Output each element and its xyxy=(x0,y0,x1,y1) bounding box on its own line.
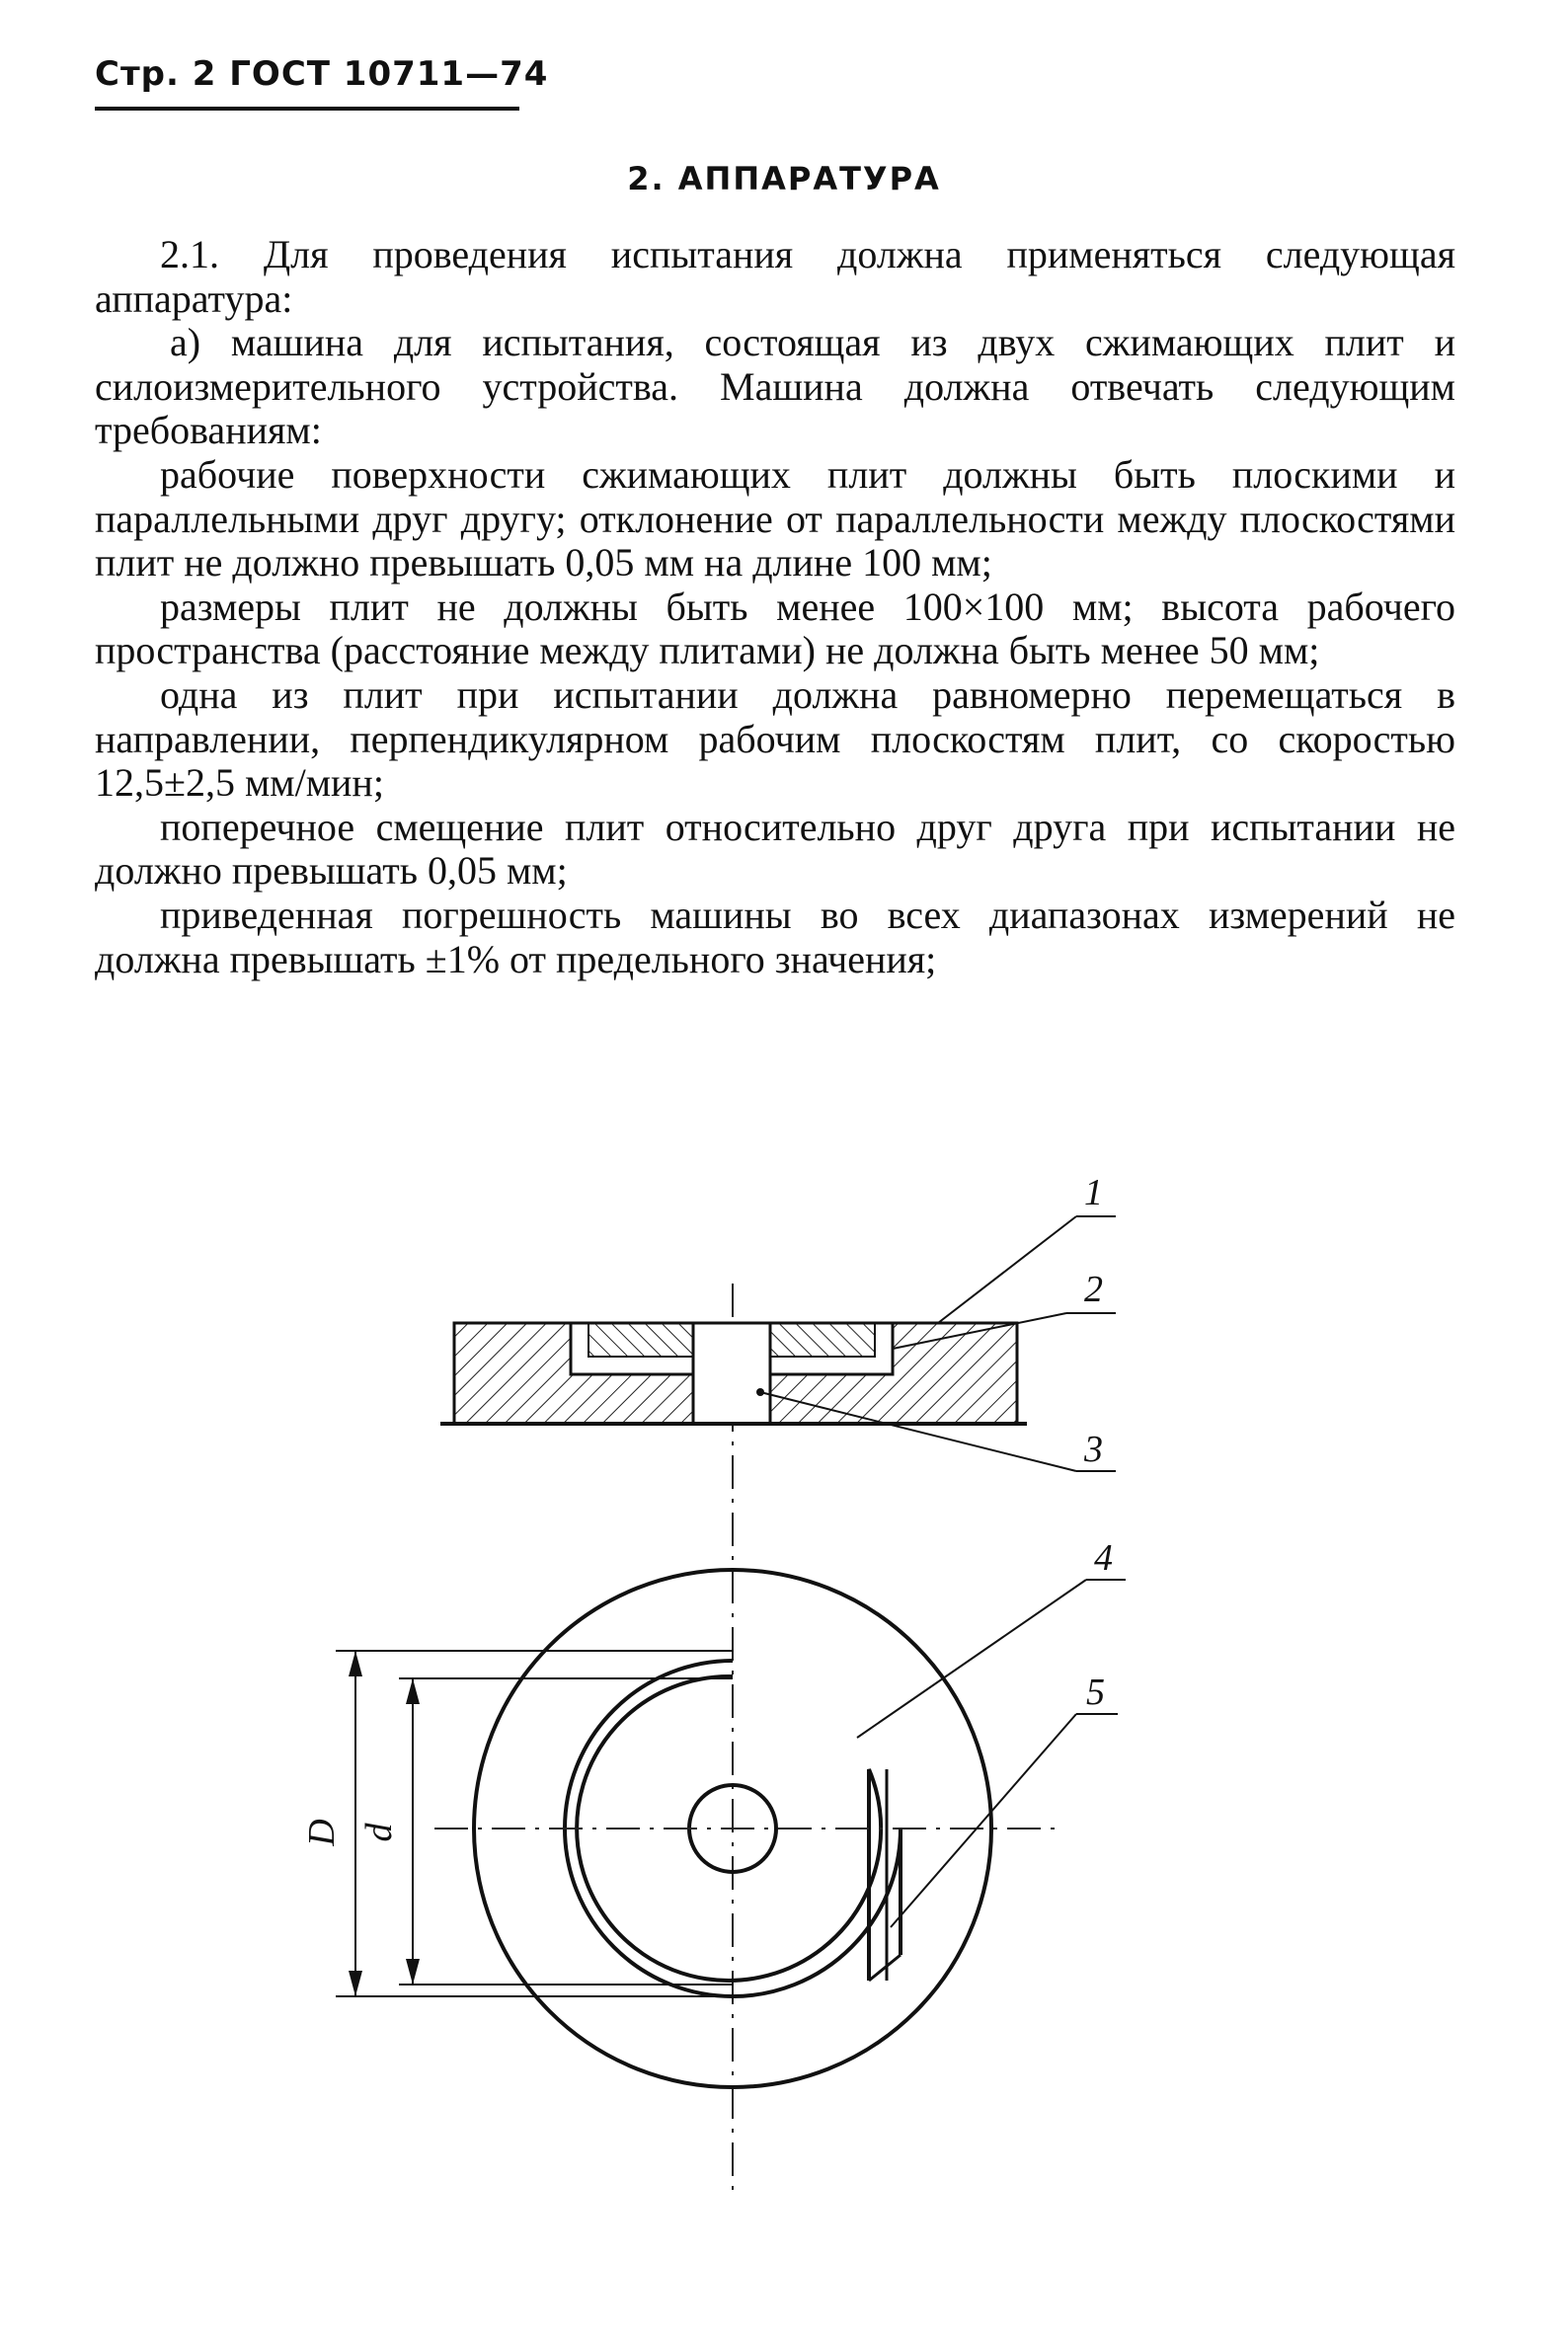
paragraph: приведенная погрешность машины во всех диапазонах измерений не должна превышать ±1% от предельного значения; xyxy=(95,892,1455,981)
callout-3: 3 xyxy=(1084,1429,1103,1470)
dimension-label-outer: D xyxy=(301,1819,343,1846)
callout-2: 2 xyxy=(1084,1269,1103,1310)
plate-section-view xyxy=(440,1323,1027,1424)
callouts xyxy=(760,1172,1126,1927)
paragraph: 2.1. Для проведения испытания должна применяться следующая аппаратура: xyxy=(95,232,1455,321)
page-number: Стр. 2 xyxy=(95,54,217,94)
page-header xyxy=(95,41,549,111)
paragraph: одна из плит при испытании должна равномерно перемещаться в направлении, перпендикулярном рабочим плоскостям плит, со скоростью 12,5±2,5 мм/мин; xyxy=(95,671,1455,806)
standard-number: ГОСТ 10711—74 xyxy=(229,54,549,94)
callout-1: 1 xyxy=(1084,1172,1103,1213)
callout-5: 5 xyxy=(1086,1672,1105,1713)
paragraph: поперечное смещение плит относительно друг друга при испытании не должно превышать 0,05 мм; xyxy=(95,804,1455,894)
dimension-label-inner: d xyxy=(358,1823,400,1842)
drawing-svg xyxy=(0,1165,1568,2212)
paragraph: а) машина для испытания, состоящая из двух сжимающих плит и силоизмерительного устройства. Машина должна отвечать следующим требованиям: xyxy=(95,320,1455,453)
callout-4: 4 xyxy=(1094,1537,1113,1579)
paragraph: рабочие поверхности сжимающих плит должны быть плоскими и параллельными друг другу; отклонение от параллельности между плоскостями плит не должно превышать 0,05 мм на длине 100 мм; xyxy=(95,451,1455,585)
body-text xyxy=(95,233,1455,981)
technical-drawing xyxy=(0,1165,1568,2212)
section-title: 2. АППАРАТУРА xyxy=(627,160,941,197)
paragraph: размеры плит не должны быть менее 100×100 мм; высота рабочего пространства (расстояние между плитами) не должна быть менее 50 мм; xyxy=(95,584,1455,673)
plate-plan-view xyxy=(434,1570,1057,2087)
dimension-lines xyxy=(301,1651,733,1996)
